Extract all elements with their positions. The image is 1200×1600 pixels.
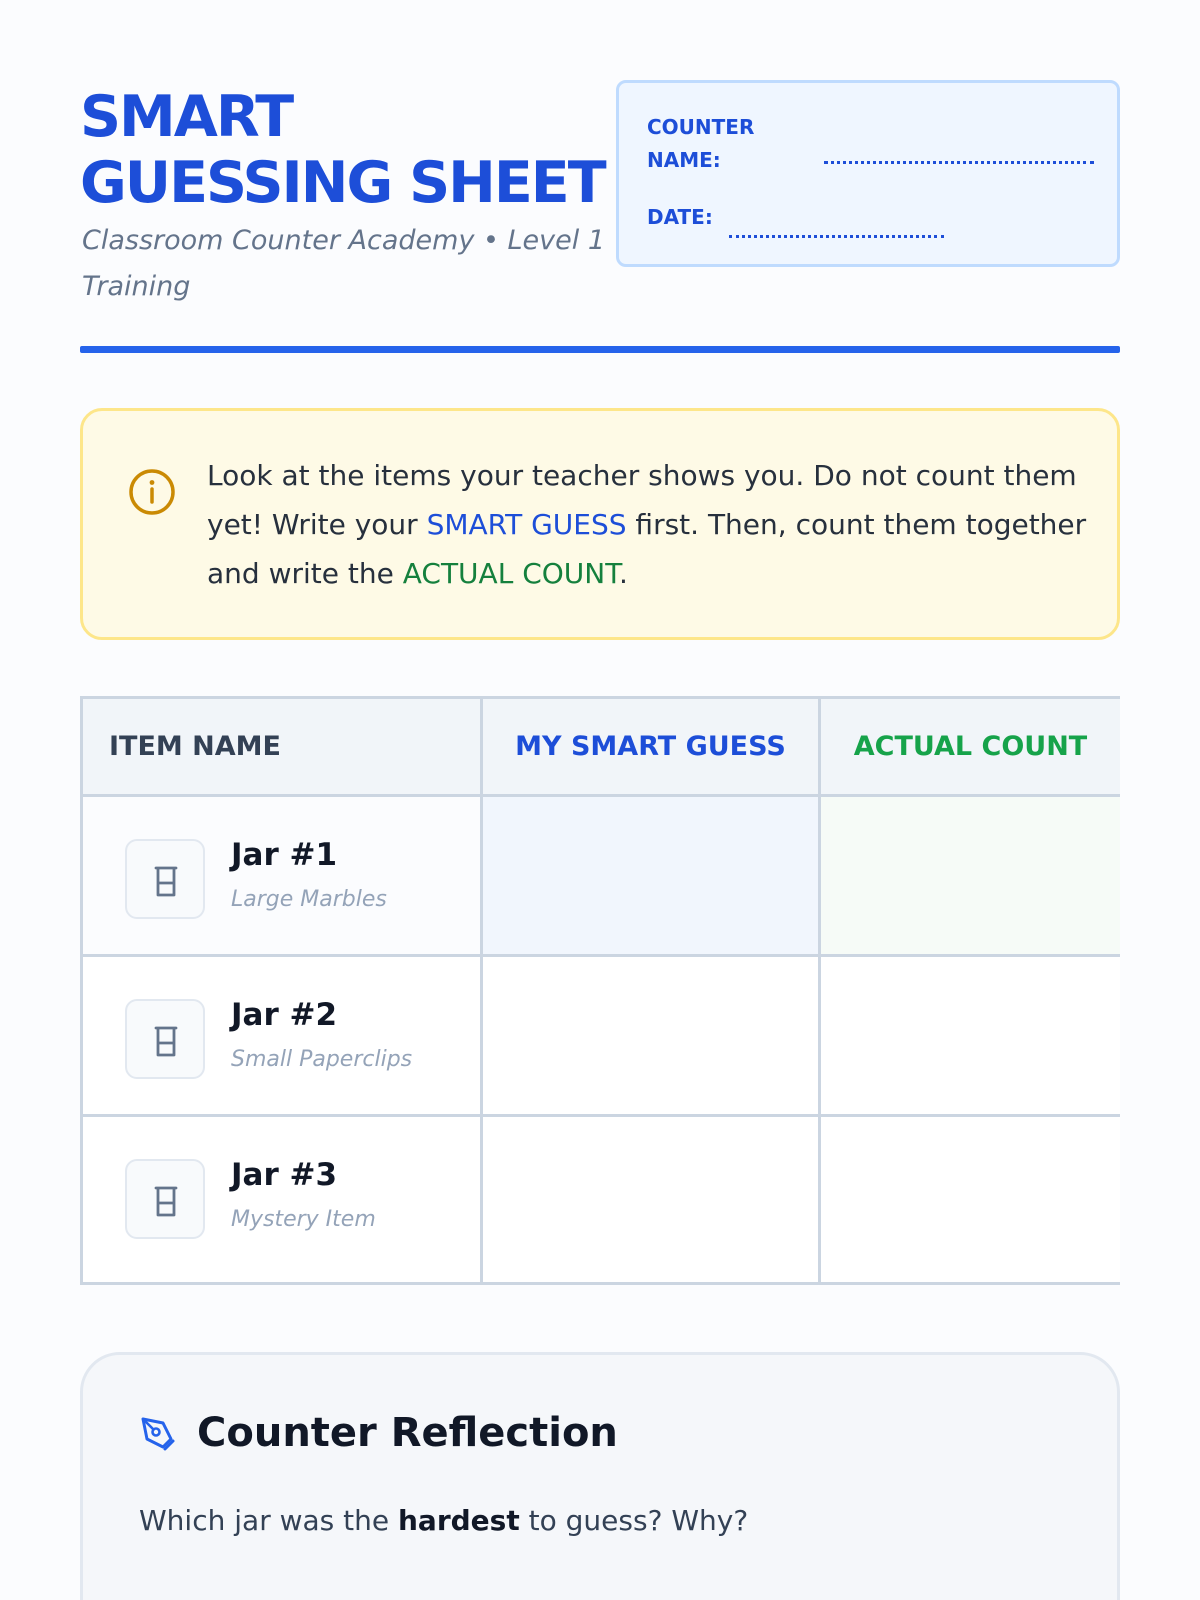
item-name: Jar #3 [231,1157,338,1193]
item-description: Large Marbles [231,887,387,912]
jar-icon [125,839,205,919]
smart-guess-term: SMART GUESS [426,508,627,541]
pen-icon [137,1413,177,1453]
counting-table [80,696,1120,1285]
header-divider [80,346,1120,353]
instructions-box [80,408,1120,640]
page-subtitle: Classroom Counter Academy • Level 1 Training [82,225,606,302]
header-item-name: ITEM NAME [83,699,483,797]
actual-count-input-cell[interactable] [821,1117,1120,1282]
guess-input-cell[interactable] [483,1117,821,1282]
item-name: Jar #2 [231,997,338,1033]
instructions-text: Look at the items your teacher shows you. Do not count them yet! Write your SMART GUESS first. Then, count them together and write the ACTUAL COUNT. [207,459,1087,590]
jar-icon [125,1159,205,1239]
counter-name-field[interactable] [824,161,1094,164]
counter-name-label: COUNTER NAME: [647,115,755,172]
date-label: DATE: [647,205,713,229]
header-smart-guess: MY SMART GUESS [483,699,821,797]
actual-count-input-cell[interactable] [821,797,1120,957]
table-row [83,797,483,957]
actual-count-term: ACTUAL COUNT [402,557,620,590]
worksheet-page [80,0,1120,1600]
item-name: Jar #1 [231,837,338,873]
reflection-question: Which jar was the hardest to guess? Why? [139,1504,749,1537]
reflection-title: Counter Reflection [197,1410,618,1456]
student-info-box [616,80,1120,267]
title-line-2: GUESSING SHEET [80,150,605,216]
header-actual-count: ACTUAL COUNT [821,699,1120,797]
info-icon [127,467,177,517]
item-description: Mystery Item [231,1207,376,1232]
guess-input-cell[interactable] [483,957,821,1117]
guess-input-cell[interactable] [483,797,821,957]
item-description: Small Paperclips [231,1047,413,1072]
page-title [80,84,620,216]
table-row [83,1117,483,1282]
reflection-card [80,1352,1120,1600]
table-row [83,957,483,1117]
title-line-1: SMART [80,84,293,150]
date-field[interactable] [729,235,944,238]
jar-icon [125,999,205,1079]
actual-count-input-cell[interactable] [821,957,1120,1117]
